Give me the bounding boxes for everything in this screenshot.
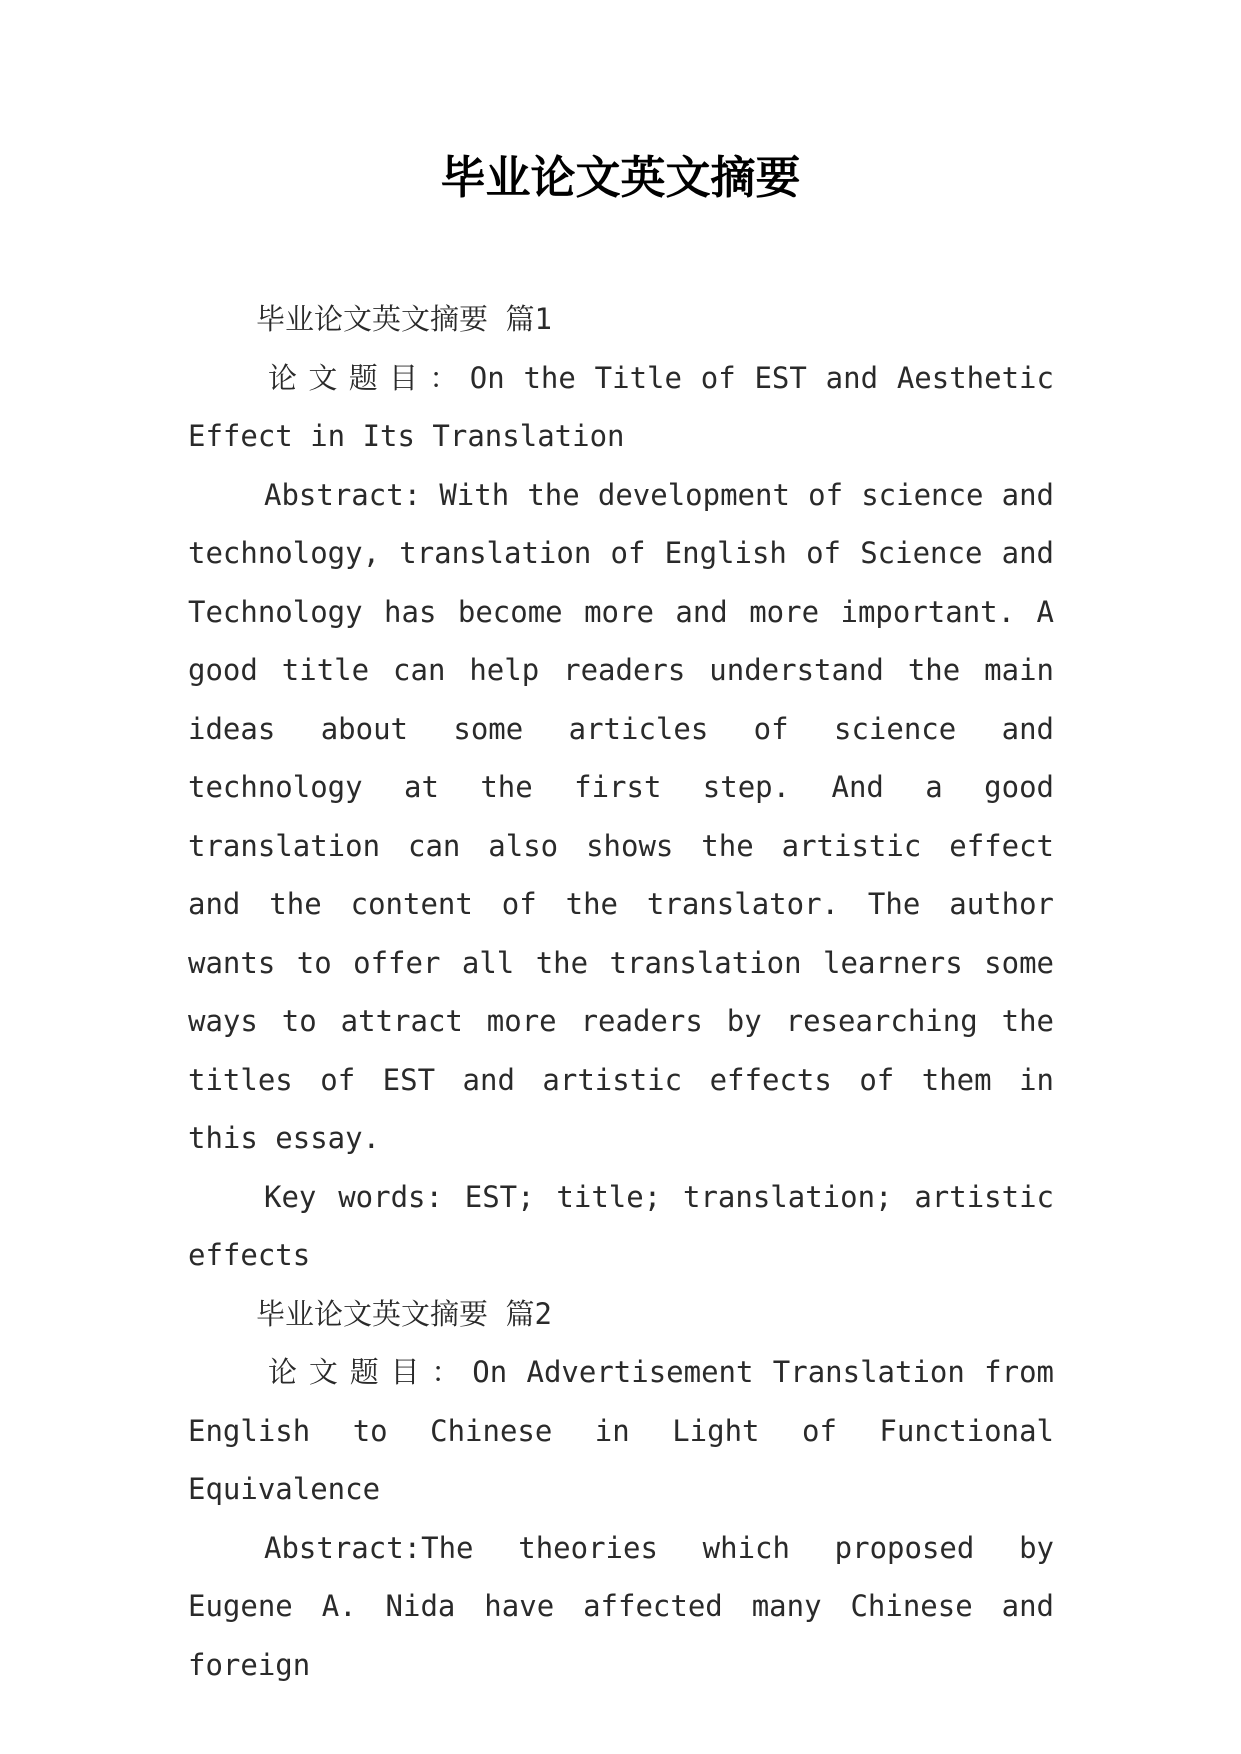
abstract-paragraph-2: Abstract:The theories which proposed by Eugene A. Nida have affected many Chinese and foreign [188,1530,1054,1682]
abstract-paragraph-1: Abstract: With the development of science and technology, translation of English of Science and Technology has become more and more important. A good title can help readers understand the main ideas about some articles of science and technology at the first step. And a good translation can also shows the artistic effect and the content of the translator. The author wants to offer all the translation learners some ways to attract more readers by researching the titles of EST and artistic effects of them in this essay. [188,477,1054,1155]
thesis-title-text: On Advertisement Translation from English to Chinese in Light of Functional Equivalence [188,1355,1054,1506]
section-heading-2: 毕业论文英文摘要 篇2 [256,1296,552,1331]
document-body [188,290,1054,1694]
thesis-title-label: 论文题目： [268,1355,473,1389]
keywords-paragraph-1: Key words: EST; title; translation; artistic effects [188,1179,1054,1272]
thesis-title-1 [188,349,1054,466]
thesis-title-label: 论文题目： [268,360,470,395]
section-heading-1: 毕业论文英文摘要 篇1 [256,302,552,336]
thesis-title-text: On the Title of EST and Aesthetic Effect in Its Translation [188,360,1054,453]
thesis-title-2 [188,1343,1054,1519]
document-title: 毕业论文英文摘要 [440,151,801,204]
